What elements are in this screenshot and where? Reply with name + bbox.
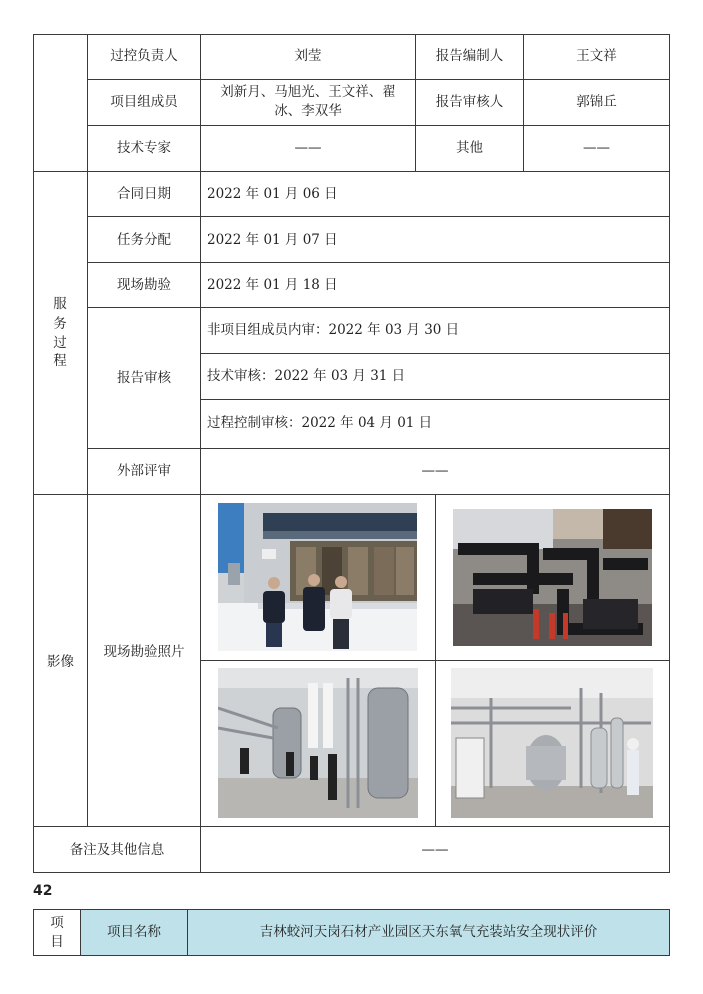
section-char: 务	[53, 316, 67, 332]
section-char: 过	[53, 335, 67, 351]
site-photo-entrance	[218, 503, 417, 651]
other-label: 其他	[456, 140, 483, 156]
site-photos-label: 现场勘验照片	[103, 644, 185, 660]
members-label: 项目组成员	[110, 94, 178, 110]
report-writer-value: 王文祥	[576, 48, 617, 64]
next-table-col2	[81, 910, 188, 955]
review-technical: 技术审核：2022 年 03 月 31 日	[207, 368, 406, 384]
images-section-label: 影像	[47, 654, 74, 670]
site-photo-hall	[218, 668, 418, 818]
site-photo-tanks	[451, 668, 653, 818]
review-process-control: 过程控制审核：2022 年 04 月 01 日	[207, 415, 433, 431]
contract-date-value: 2022 年 01 月 06 日	[207, 186, 338, 202]
other-value: ——	[583, 140, 610, 156]
reviewer-label: 报告审核人	[435, 94, 504, 110]
members-value-line2: 冰、李双华	[274, 103, 342, 119]
task-assign-value: 2022 年 01 月 07 日	[207, 232, 338, 248]
remarks-label: 备注及其他信息	[69, 842, 165, 858]
reviewer-value: 郭锦丘	[576, 94, 617, 110]
report-writer-label: 报告编制人	[435, 48, 504, 64]
remarks-value: ——	[421, 842, 449, 858]
expert-label: 技术专家	[117, 140, 171, 156]
expert-value: ——	[294, 140, 322, 156]
next-project-table	[33, 909, 670, 956]
task-assign-label: 任务分配	[117, 232, 171, 248]
process-owner-value: 刘莹	[294, 48, 322, 64]
report-review-label: 报告审核	[117, 370, 171, 386]
project-name-label: 项目名称	[107, 924, 161, 940]
next-table-col3	[188, 910, 669, 955]
next-table-col1	[34, 910, 81, 955]
col1-char: 目	[50, 934, 64, 950]
section-char: 服	[53, 296, 67, 312]
project-name-value: 吉林蛟河天岗石材产业园区天东氧气充装站安全现状评价	[259, 924, 598, 940]
col1-char: 项	[50, 915, 64, 931]
site-survey-label: 现场勘验	[117, 277, 171, 293]
section-char: 程	[53, 353, 67, 369]
members-value-line1: 刘新月、马旭光、王文祥、翟	[220, 84, 396, 100]
review-internal: 非项目组成员内审：2022 年 03 月 30 日	[207, 322, 460, 338]
contract-date-label: 合同日期	[117, 186, 171, 202]
external-review-label: 外部评审	[117, 463, 171, 479]
process-owner-label: 过控负责人	[110, 48, 178, 64]
external-review-value: ——	[421, 463, 449, 479]
site-photo-pipes	[453, 509, 652, 646]
page-number: 42	[33, 883, 53, 899]
site-survey-value: 2022 年 01 月 18 日	[207, 277, 338, 293]
